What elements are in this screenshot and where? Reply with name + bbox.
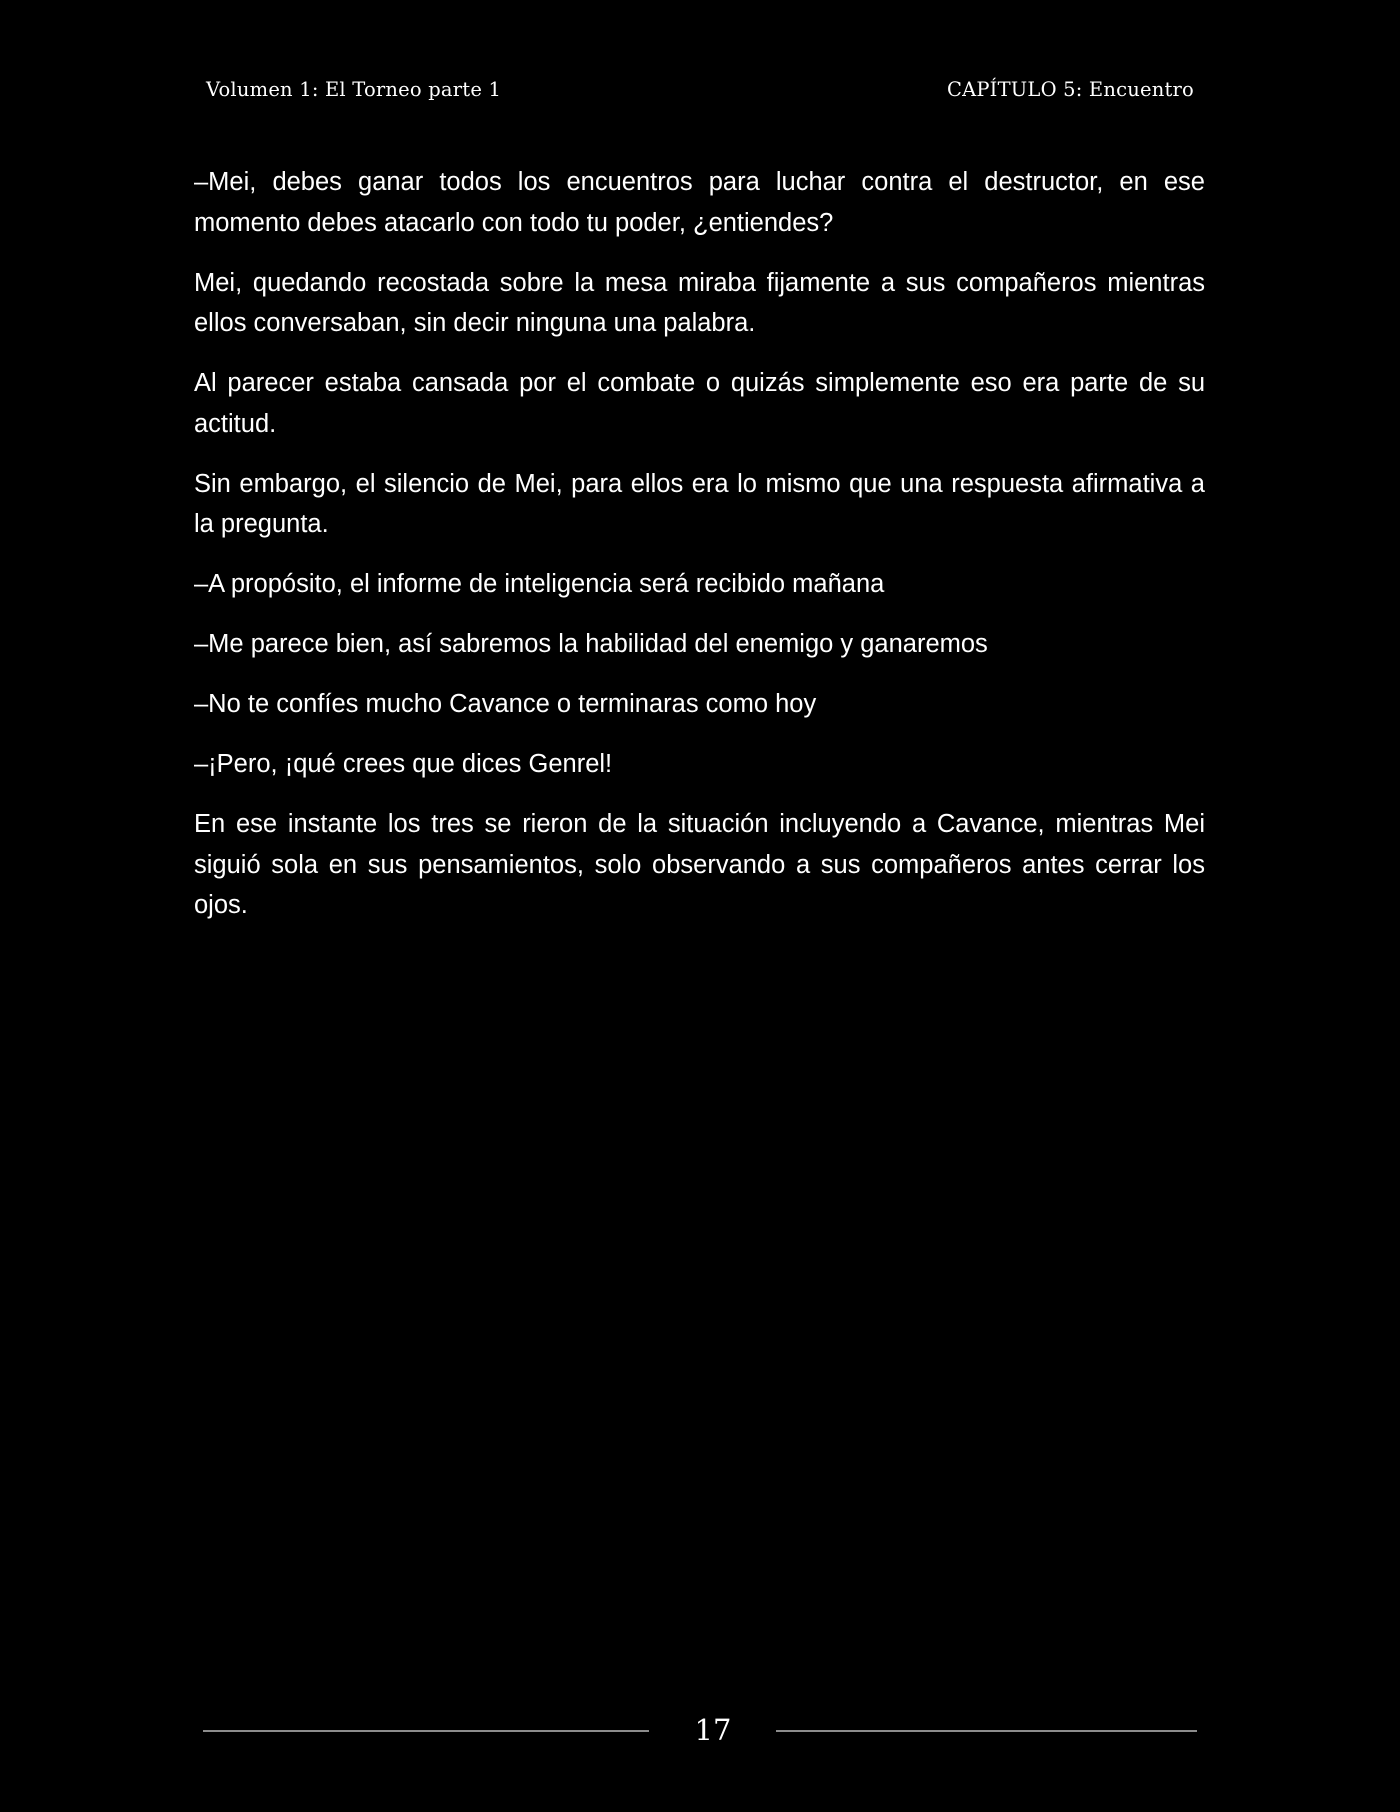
footer-rule-left xyxy=(203,1730,649,1732)
page-number: 17 xyxy=(694,1713,732,1747)
paragraph: Sin embargo, el silencio de Mei, para ellos era lo mismo que una respuesta afirmativa a la pregunta. xyxy=(194,469,1205,538)
running-header-chapter: CAPÍTULO 5: Encuentro xyxy=(946,78,1194,101)
paragraph: Al parecer estaba cansada por el combate o quizás simplemente eso era parte de su actitud. xyxy=(194,369,1205,438)
paragraph: Mei, quedando recostada sobre la mesa miraba fijamente a sus compañeros mientras ellos conversaban, sin decir ninguna una palabra. xyxy=(194,268,1205,337)
paragraph: En ese instante los tres se rieron de la situación incluyendo a Cavance, mientras Mei siguió sola en sus pensamientos, solo observando a sus compañeros antes cerrar los ojos. xyxy=(194,810,1205,919)
dialogue-line: –No te confíes mucho Cavance o terminaras como hoy xyxy=(194,690,817,718)
running-header-volume: Volumen 1: El Torneo parte 1 xyxy=(206,78,502,101)
dialogue-line: –¡Pero, ¡qué crees que dices Genrel! xyxy=(194,750,613,778)
page-body xyxy=(194,162,1205,945)
paragraph: –Mei, debes ganar todos los encuentros para luchar contra el destructor, en ese momento debes atacarlo con todo tu poder, ¿entiendes? xyxy=(194,168,1205,237)
footer-rule-right xyxy=(776,1730,1197,1732)
page-footer xyxy=(0,1710,1400,1750)
dialogue-line: –Me parece bien, así sabremos la habilidad del enemigo y ganaremos xyxy=(194,630,988,658)
dialogue-line: –A propósito, el informe de inteligencia será recibido mañana xyxy=(194,570,885,598)
